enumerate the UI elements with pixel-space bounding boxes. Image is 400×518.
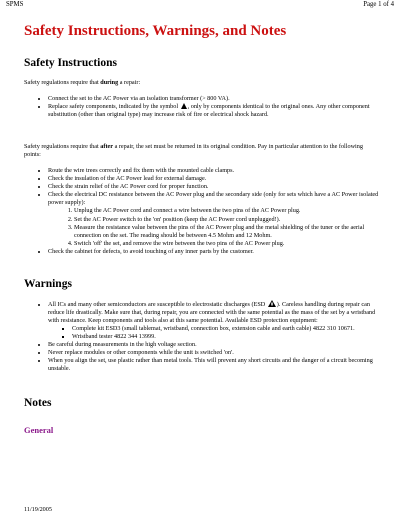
after-list bbox=[24, 167, 380, 256]
esd-equipment-list bbox=[48, 325, 380, 341]
list-item: • Check the strain relief of the AC Power cord for proper function. bbox=[48, 183, 380, 191]
list-item: • Replace safety components, indicated by the symbol , only by components identical to the original ones. Any other component substitution (other than original type) may increase risk of fire or electrical shock hazard. bbox=[48, 103, 380, 119]
safety-during-intro: Safety regulations require that during a repair: bbox=[24, 78, 141, 86]
safety-after-intro: Safety regulations require that after a repair, the set must be returned in its original condition. Pay in particular attention to the following points: bbox=[24, 143, 363, 159]
header-page-number: Page 1 of 4 bbox=[363, 1, 394, 8]
list-item: • Route the wire trees correctly and fix them with the mounted cable clamps. bbox=[48, 167, 380, 175]
resistance-steps bbox=[48, 207, 380, 247]
esd-icon bbox=[268, 300, 276, 307]
header-app-name: SPMS bbox=[6, 1, 24, 8]
footer-date: 11/19/2005 bbox=[24, 506, 52, 513]
notes-heading: Notes bbox=[24, 397, 52, 410]
list-item: ▪ Wristband tester 4822 344 13999. bbox=[72, 333, 380, 341]
list-item: • When you align the set, use plastic rather than metal tools. This will prevent any short circuits and the danger of a circuit becoming unstable. bbox=[48, 357, 380, 373]
list-item: • Check the electrical DC resistance between the AC Power plug and the secondary side (only for sets which have a AC Power isolated power supply): 1. Unplug the AC Power cord and connect a wire between the two pins of the AC Power plug. 2. Set the AC Power switch to the 'on' position (keep the AC Power cord unplugged!). 3. Measure the resistance value between the pins of the AC Power plug and the metal shielding of the tuner or the aerial connection on the set. The reading should be between 4.5 Mohm and 12 Mohm. 4. Switch 'off' the set, and remove the wire between the two pins of the AC Power plug. bbox=[48, 191, 380, 247]
list-item: • Check the insulation of the AC Power lead for external damage. bbox=[48, 175, 380, 183]
step-item: 1. Unplug the AC Power cord and connect a wire between the two pins of the AC Power plug. bbox=[74, 207, 380, 215]
safety-heading: Safety Instructions bbox=[24, 57, 117, 69]
step-item: 4. Switch 'off' the set, and remove the wire between the two pins of the AC Power plug. bbox=[74, 240, 380, 248]
list-item: • All ICs and many other semiconductors are susceptible to electrostatic discharges (ESD ). Careless handling during repair can reduce life drastically. Make sure that, during repair, you are connected with the same potential as the mass of the set by a wristband with resistance. Keep components and tools also at this same potential. Available ESD protection equipment: ▪ Complete kit ESD3 (small tablemat, wristband, connection box, extension cable and earth cable) 4822 310 10671. ▪ Wristband tester 4822 344 13999. bbox=[48, 300, 380, 341]
list-item: ▪ Complete kit ESD3 (small tablemat, wristband, connection box, extension cable and earth cable) 4822 310 10671. bbox=[72, 325, 380, 333]
list-item: • Check the cabinet for defects, to avoid touching of any inner parts by the customer. bbox=[48, 248, 380, 256]
document-body bbox=[24, 22, 380, 435]
step-item: 2. Set the AC Power switch to the 'on' position (keep the AC Power cord unplugged!). bbox=[74, 216, 380, 224]
warnings-heading: Warnings bbox=[24, 277, 72, 290]
page-title: Safety Instructions, Warnings, and Notes bbox=[24, 23, 287, 39]
general-subheading: General bbox=[24, 425, 54, 436]
during-list bbox=[24, 95, 380, 119]
list-item: • Never replace modules or other components while the unit is switched 'on'. bbox=[48, 349, 380, 357]
warning-triangle-icon bbox=[181, 103, 187, 109]
list-item: • Be careful during measurements in the high voltage section. bbox=[48, 341, 380, 349]
warnings-list bbox=[24, 300, 380, 374]
list-item: • Connect the set to the AC Power via an isolation transformer (> 800 VA). bbox=[48, 95, 380, 103]
page-header bbox=[6, 1, 394, 11]
step-item: 3. Measure the resistance value between the pins of the AC Power plug and the metal shielding of the tuner or the aerial connection on the set. The reading should be between 4.5 Mohm and 12 Mohm. bbox=[74, 224, 380, 240]
